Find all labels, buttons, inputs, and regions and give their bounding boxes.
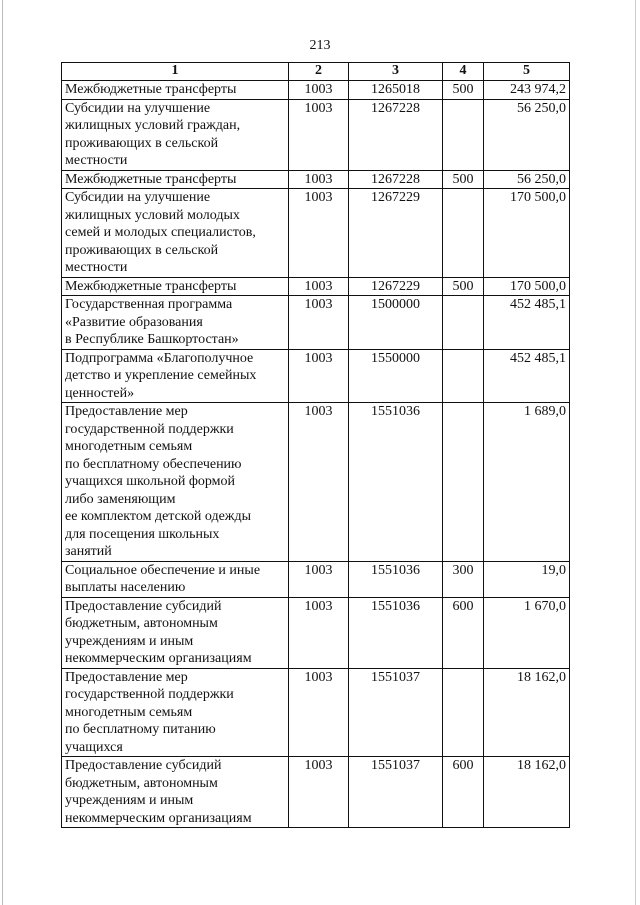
cell-name-line: Предоставление субсидий (65, 598, 222, 614)
table-row (62, 170, 570, 189)
cell-section: 1003 (289, 757, 349, 828)
cell-section: 1003 (289, 349, 349, 403)
cell-name-line: учреждениям и иным (65, 633, 194, 649)
cell-name (62, 668, 289, 757)
table-row (62, 189, 570, 278)
cell-name-line: ее комплектом детской одежды (65, 509, 252, 524)
cell-type (443, 403, 484, 562)
cell-article: 1551036 (349, 561, 443, 597)
cell-article: 1267229 (349, 189, 443, 278)
cell-article: 1551037 (349, 668, 443, 757)
header-col-2: 2 (289, 63, 349, 81)
cell-section: 1003 (289, 99, 349, 170)
cell-name-line: «Развитие образования (65, 314, 203, 330)
cell-name (62, 99, 289, 170)
scan-edge-right (635, 0, 636, 905)
cell-name-line: Предоставление субсидий (65, 758, 222, 773)
cell-name-line: некоммерческим организациям (65, 651, 252, 666)
cell-sum: 170 500,0 (484, 189, 570, 278)
cell-name (62, 81, 289, 100)
table-header (62, 63, 570, 81)
cell-article: 1551037 (349, 757, 443, 828)
cell-name-line: для посещения школьных (65, 526, 220, 542)
cell-name-line: занятий (65, 544, 112, 559)
cell-name-line: государственной поддержки (65, 421, 234, 437)
cell-article: 1265018 (349, 81, 443, 100)
cell-type: 500 (443, 277, 484, 296)
cell-name-line: детство и укрепление семейных (65, 368, 257, 383)
cell-article: 1551036 (349, 597, 443, 668)
cell-sum: 1 670,0 (484, 597, 570, 668)
cell-sum: 1 689,0 (484, 403, 570, 562)
cell-name (62, 561, 289, 597)
table-row (62, 561, 570, 597)
cell-sum: 18 162,0 (484, 757, 570, 828)
table-row (62, 668, 570, 757)
cell-name-line: многодетным семьям (65, 439, 193, 454)
cell-section: 1003 (289, 81, 349, 100)
cell-name-line: жилищных условий молодых (65, 207, 240, 223)
page-number: 213 (309, 38, 331, 53)
cell-article: 1267228 (349, 99, 443, 170)
cell-name-line: государственной поддержки (65, 687, 234, 702)
budget-table (61, 62, 570, 828)
table-row (62, 81, 570, 100)
cell-name (62, 349, 289, 403)
table-body (62, 81, 570, 828)
cell-name-line: учреждениям и иным (65, 793, 194, 808)
cell-type: 600 (443, 757, 484, 828)
cell-name-line: местности (65, 153, 128, 168)
cell-section: 1003 (289, 561, 349, 597)
cell-sum: 452 485,1 (484, 296, 570, 350)
cell-article: 1267228 (349, 170, 443, 189)
cell-sum: 452 485,1 (484, 349, 570, 403)
cell-name (62, 757, 289, 828)
cell-name-line: выплаты населению (65, 580, 186, 595)
cell-name-line: по бесплатному обеспечению (65, 456, 242, 472)
cell-type (443, 668, 484, 757)
cell-section: 1003 (289, 668, 349, 757)
header-col-3: 3 (349, 63, 443, 81)
cell-name-line: местности (65, 260, 128, 275)
cell-name-line: Субсидии на улучшение (65, 190, 211, 205)
cell-article: 1500000 (349, 296, 443, 350)
cell-name-line: Социальное обеспечение и иные (65, 562, 261, 578)
cell-name-line: учащихся школьной формой (65, 474, 236, 489)
cell-article: 1550000 (349, 349, 443, 403)
table-row (62, 99, 570, 170)
cell-type (443, 99, 484, 170)
table-row (62, 277, 570, 296)
cell-name-line: многодетным семьям (65, 704, 193, 720)
cell-sum: 56 250,0 (484, 170, 570, 189)
cell-name-line: жилищных условий граждан, (65, 118, 241, 133)
cell-section: 1003 (289, 170, 349, 189)
table-row (62, 757, 570, 828)
header-col-1: 1 (62, 63, 289, 81)
cell-section: 1003 (289, 277, 349, 296)
cell-type (443, 189, 484, 278)
cell-name (62, 597, 289, 668)
cell-name-line: Государственная программа (65, 297, 233, 312)
cell-name-line: в Республике Башкортостан» (65, 332, 239, 347)
cell-name (62, 170, 289, 189)
cell-name-line: по бесплатному питанию (65, 722, 216, 737)
cell-section: 1003 (289, 597, 349, 668)
cell-sum: 243 974,2 (484, 81, 570, 100)
cell-name (62, 296, 289, 350)
cell-sum: 19,0 (484, 561, 570, 597)
cell-name-line: Межбюджетные трансферты (65, 171, 237, 187)
cell-type: 300 (443, 561, 484, 597)
cell-name-line: Субсидии на улучшение (65, 100, 211, 116)
cell-section: 1003 (289, 403, 349, 562)
table-row (62, 597, 570, 668)
cell-type (443, 349, 484, 403)
cell-section: 1003 (289, 296, 349, 350)
cell-name-line: проживающих в сельской (65, 242, 219, 258)
cell-name-line: Предоставление мер (65, 669, 188, 685)
header-row (62, 63, 570, 81)
table-row (62, 349, 570, 403)
cell-type (443, 296, 484, 350)
cell-type: 500 (443, 170, 484, 189)
header-col-5: 5 (484, 63, 570, 81)
cell-name-line: бюджетным, автономным (65, 775, 218, 791)
cell-name (62, 189, 289, 278)
cell-name-line: Подпрограмма «Благополучное (65, 350, 254, 366)
cell-name-line: проживающих в сельской (65, 135, 219, 151)
cell-name-line: Предоставление мер (65, 404, 188, 419)
table-row (62, 296, 570, 350)
cell-type: 600 (443, 597, 484, 668)
cell-sum: 170 500,0 (484, 277, 570, 296)
table-row (62, 403, 570, 562)
cell-name-line: либо заменяющим (65, 491, 176, 507)
cell-sum: 18 162,0 (484, 668, 570, 757)
cell-name-line: бюджетным, автономным (65, 616, 218, 631)
cell-section: 1003 (289, 189, 349, 278)
cell-article: 1267229 (349, 277, 443, 296)
cell-name-line: некоммерческим организациям (65, 810, 252, 826)
cell-name-line: Межбюджетные трансферты (65, 278, 237, 294)
cell-sum: 56 250,0 (484, 99, 570, 170)
cell-name (62, 277, 289, 296)
scan-edge-left (2, 0, 3, 905)
cell-name-line: Межбюджетные трансферты (65, 82, 237, 97)
cell-name-line: ценностей» (65, 385, 135, 401)
cell-name (62, 403, 289, 562)
cell-name-line: учащихся (65, 739, 123, 755)
header-col-4: 4 (443, 63, 484, 81)
cell-name-line: семей и молодых специалистов, (65, 225, 256, 240)
cell-article: 1551036 (349, 403, 443, 562)
cell-type: 500 (443, 81, 484, 100)
